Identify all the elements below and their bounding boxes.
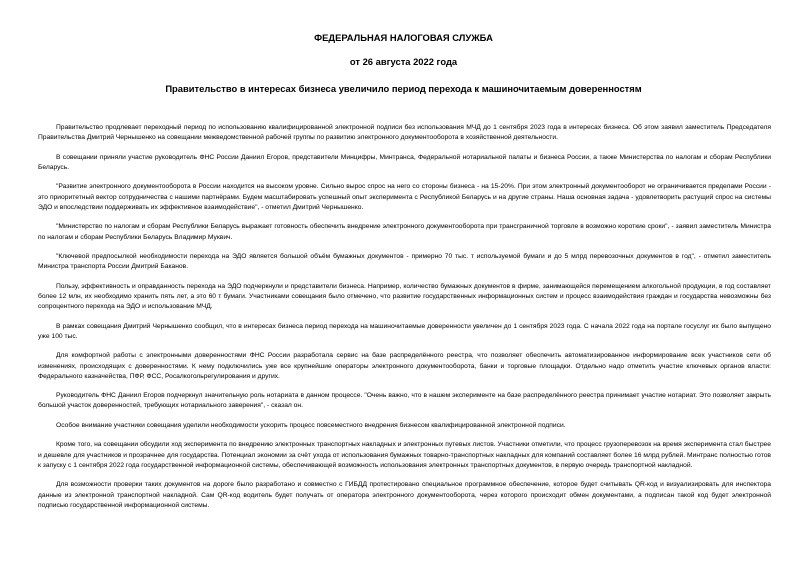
paragraph: Кроме того, на совещании обсудили ход эксперимента по внедрению электронных транспортных накладных и электронных путевых листов. Участники отметили, что процесс грузоперевозок на время эксперимента стал быстрее и дешевле для участников и прозрачнее для государства. Потенциал экономии за счёт ухода от использования бумажных товарно-транспортных накладных для компаний составляет более 16 млрд рублей. Минтранс полностью готов к запуску с 1 сентября 2022 года государственной информационной системы, обеспечивающей возможность использования электронных транспортных документов, в первую очередь транспортной накладной. [38,441,771,469]
paragraph: В рамках совещания Дмитрий Чернышенко сообщил, что в интересах бизнеса период перехода на машиночитаемые доверенности увеличен до 1 сентября 2023 года. С начала 2022 года на портале госуслуг их было выпущено уже 100 тыс. [38,322,771,340]
document-title: Правительство в интересах бизнеса увеличило период перехода к машиночитаемым доверенностям [165,83,642,94]
document-date: от 26 августа 2022 года [349,56,458,67]
paragraph: В совещании приняли участие руководитель ФНС России Даниил Егоров, представители Минцифры, Минтранса, Федеральной нотариальной палаты и бизнеса России, а также Министерства по налогам и сборам Республики Беларусь. [38,153,771,171]
paragraph: "Развитие электронного документооборота в России находится на высоком уровне. Сильно вырос спрос на него со стороны бизнеса - на 15-20%. При этом электронный документооборот не ограничивается пределами России - это приоритетный вектор сотрудничества с нашими партнёрами. Будем масштабировать успешный опыт эксперимента с Республикой Беларусь и на другие страны. Наша основная задача - удовлетворить растущий спрос на системы ЭДО и впоследствии поддерживать их эффективное взаимодействие", - отметил Дмитрий Чернышенко. [38,183,771,211]
paragraph: Особое внимание участники совещания уделили необходимости ускорить процесс повсеместного внедрения бизнесом квалифицированной электронной подписи. [56,421,566,429]
paragraph: "Министерство по налогам и сборам Республики Беларусь выражает готовность обеспечить внедрение электронного документооборота при трансграничной торговле в возможно короткие сроки", - заявил заместитель Министра по налогам и сборам Республики Беларусь Владимир Муквич. [38,223,771,241]
paragraph: Пользу, эффективность и оправданность перехода на ЭДО подчеркнули и представители бизнеса. Например, количество бумажных документов в фирме, занимающейся перемещением алкогольной продукции, в год составляет более 12 млн, их необходимо хранить пять лет, а это 60 т бумаги. Участниками совещания было отмечено, что развитие государственных информационных систем и процесс взаимодействия граждан и государства невозможны без сопроцентного перехода на ЭДО и использование МЧД. [38,282,771,311]
document-body [38,123,771,520]
paragraph: Правительство продлевает переходный период по использованию квалифицированной электронной подписи без использования МЧД до 1 сентября 2023 года в интересах бизнеса. Об этом заявил заместитель Председателя Правительства Дмитрий Чернышенко на совещании межведомственной рабочей группы по развитию электронного документооборота в хозяйственной деятельности. [38,124,771,142]
paragraph: Для комфортной работы с электронными доверенностями ФНС России разработала сервис на базе распределённого реестра, что позволяет обеспечить автоматизированное информирование всех участников сети об изменениях, происходящих с доверенностями. К нему подключились уже все крупнейшие операторы электронного документооборота, банки и торговые площадки. Отдельно надо отметить участие ключевых органов власти: Федерального казначейства, ПФР, ФСС, Росалкогольрегулирования и других. [38,352,771,380]
paragraph: Для возможности проверки таких документов на дороге было разработано и совместно с ГИБДД протестировано специальное программное обеспечение, которое будет считывать QR-код и визуализировать для инспектора данные из электронной транспортной накладной. Сам QR-код водитель будет получать от оператора электронного документооборота, через которого происходит обмен документами, а подписан такой код будет электронной подписью государственной информационной системы. [38,481,771,509]
agency-heading: ФЕДЕРАЛЬНАЯ НАЛОГОВАЯ СЛУЖБА [314,32,493,43]
paragraph: "Ключевой предпосылкой необходимости перехода на ЭДО является большой объём бумажных документов - примерно 70 тыс. т используемой бумаги и до 5 млрд перевозочных документов в год", - отметил заместитель Министра транспорта России Дмитрий Баканов. [38,253,771,271]
paragraph: Руководитель ФНС Даниил Егоров подчеркнул значительную роль нотариата в данном процессе. "Очень важно, что в нашем эксперименте на базе распределённого реестра принимает участие нотариат. Это позволяет закрыть большой участок доверенностей, требующих нотариального заверения", - сказал он. [38,392,771,410]
